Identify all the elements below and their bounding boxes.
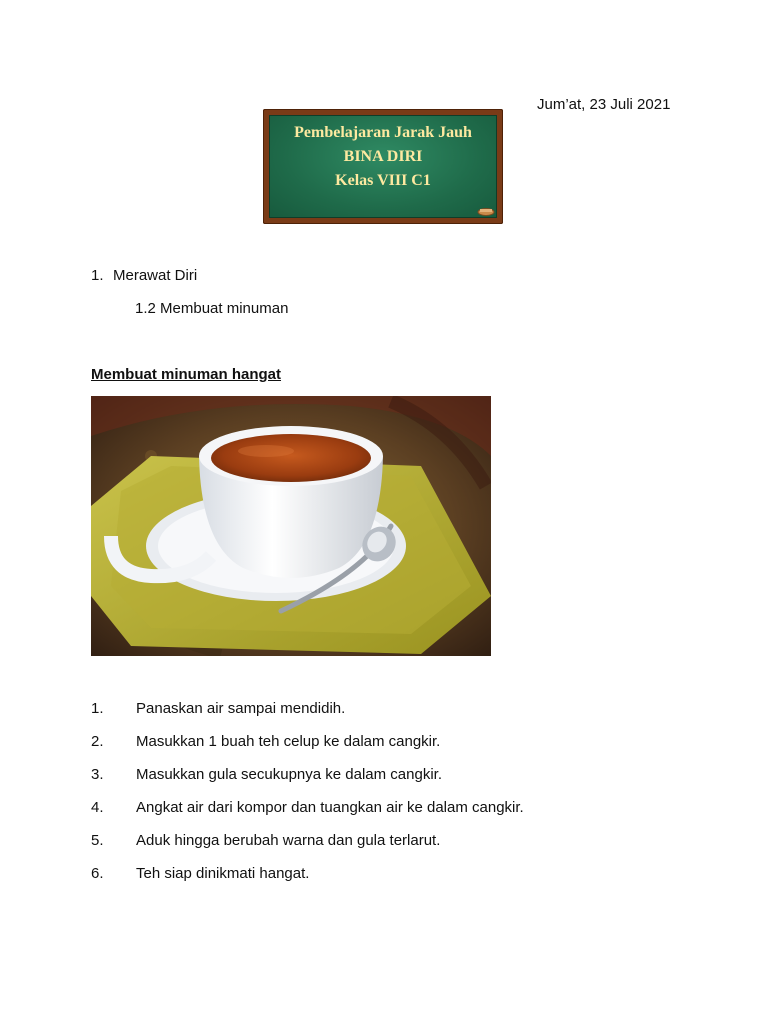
step-number: 6.	[91, 865, 104, 882]
document-date: Jum’at, 23 Juli 2021	[537, 96, 671, 113]
step-number: 3.	[91, 766, 104, 783]
board-title-line-3: Kelas VIII C1	[335, 172, 431, 189]
list-item	[91, 832, 691, 865]
list-item	[91, 766, 691, 799]
board-title-line-1: Pembelajaran Jarak Jauh	[294, 124, 472, 141]
step-number: 2.	[91, 733, 104, 750]
step-text: Masukkan 1 buah teh celup ke dalam cangkir.	[136, 733, 441, 750]
list-item	[91, 865, 691, 898]
step-text: Angkat air dari kompor dan tuangkan air ke dalam cangkir.	[136, 799, 524, 816]
tea-cup-photo	[91, 396, 491, 656]
step-text: Aduk hingga berubah warna dan gula terlarut.	[136, 832, 441, 849]
step-text: Teh siap dinikmati hangat.	[136, 865, 310, 882]
section-title: Membuat minuman hangat	[91, 366, 282, 383]
list-item	[91, 700, 691, 733]
step-number: 1.	[91, 700, 104, 717]
outline-item-1-label: Merawat Diri	[113, 267, 198, 284]
instruction-steps-list	[91, 700, 691, 898]
step-text: Panaskan air sampai mendidih.	[136, 700, 346, 717]
list-item	[91, 799, 691, 832]
outline-item-1-2: 1.2 Membuat minuman	[135, 300, 289, 317]
chalkboard-surface	[269, 115, 497, 218]
chalkboard-title-banner	[263, 109, 503, 224]
list-item	[91, 733, 691, 766]
step-number: 5.	[91, 832, 104, 849]
outline-item-1	[91, 267, 197, 284]
step-text: Masukkan gula secukupnya ke dalam cangkir.	[136, 766, 443, 783]
outline-item-1-number: 1.	[91, 267, 104, 284]
board-title-line-2: BINA DIRI	[343, 148, 423, 165]
step-number: 4.	[91, 799, 104, 816]
chalk-eraser-icon	[477, 206, 495, 216]
